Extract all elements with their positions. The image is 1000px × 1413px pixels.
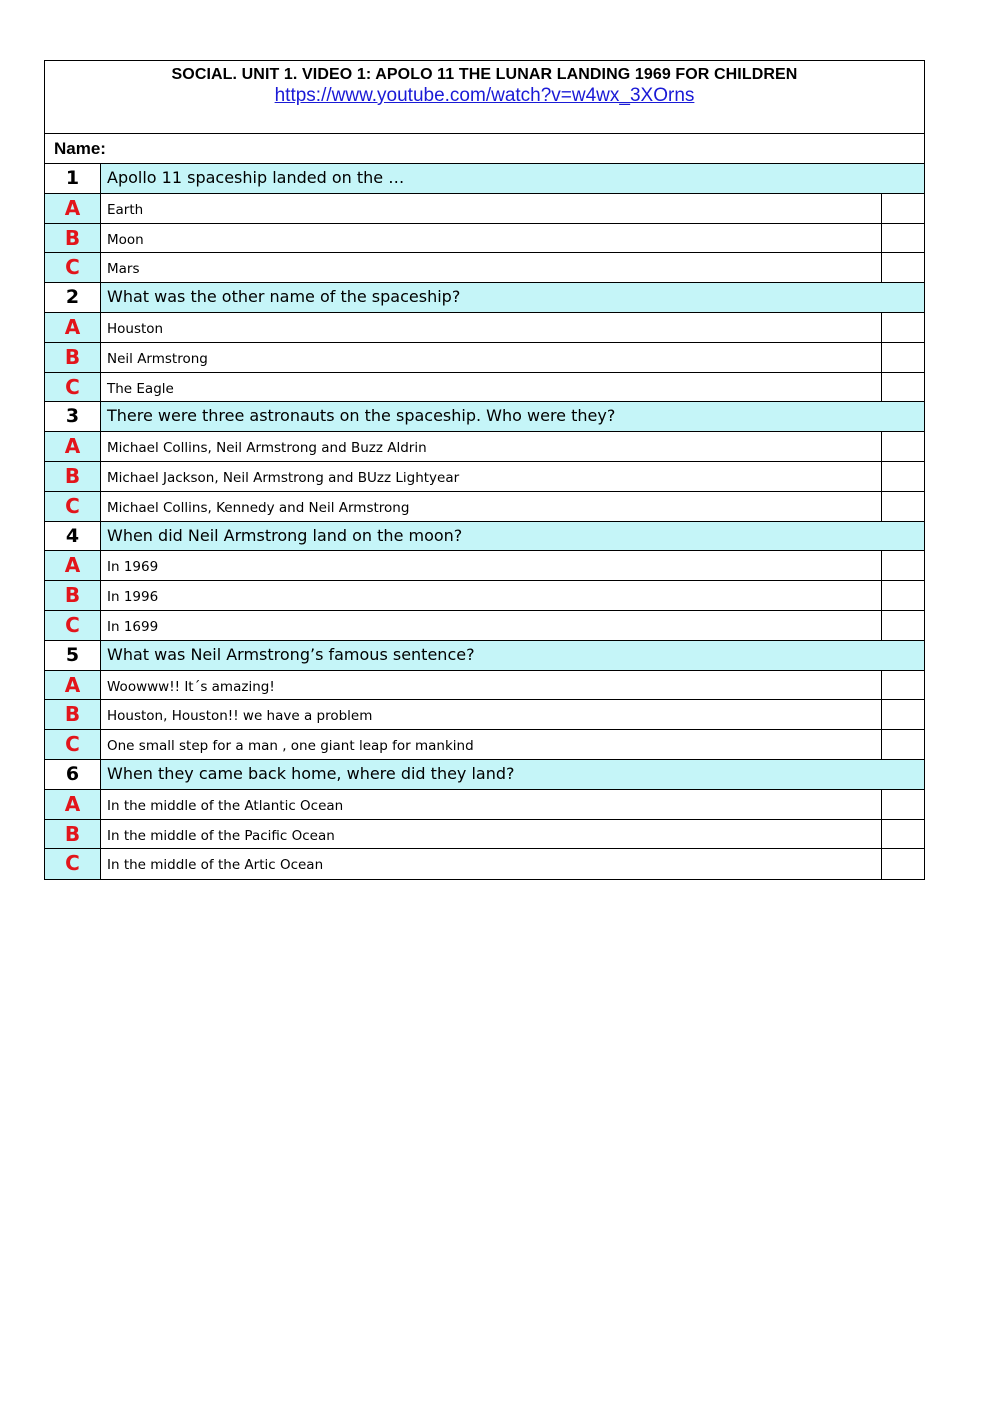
option-text: Houston bbox=[101, 313, 882, 342]
option-row bbox=[45, 343, 924, 373]
option-text: In the middle of the Atlantic Ocean bbox=[101, 790, 882, 819]
option-letter: B bbox=[45, 343, 101, 372]
worksheet-table bbox=[44, 60, 925, 880]
option-text: Woowww!! It´s amazing! bbox=[101, 671, 882, 700]
answer-checkbox[interactable] bbox=[882, 194, 924, 223]
option-row bbox=[45, 313, 924, 343]
option-row bbox=[45, 253, 924, 283]
question-number: 6 bbox=[45, 760, 101, 789]
option-text: Moon bbox=[101, 224, 882, 253]
option-text: Michael Jackson, Neil Armstrong and BUzz Lightyear bbox=[101, 462, 882, 491]
option-letter: C bbox=[45, 849, 101, 879]
question-row bbox=[45, 760, 924, 790]
option-letter: B bbox=[45, 581, 101, 610]
option-row bbox=[45, 224, 924, 254]
question-text: What was the other name of the spaceship? bbox=[101, 283, 924, 312]
answer-checkbox[interactable] bbox=[882, 462, 924, 491]
option-text: In 1996 bbox=[101, 581, 882, 610]
option-text: One small step for a man , one giant leap for mankind bbox=[101, 730, 882, 759]
option-row bbox=[45, 581, 924, 611]
answer-checkbox[interactable] bbox=[882, 700, 924, 729]
option-row bbox=[45, 492, 924, 522]
answer-checkbox[interactable] bbox=[882, 492, 924, 521]
question-text: Apollo 11 spaceship landed on the … bbox=[101, 164, 924, 193]
option-text: Michael Collins, Kennedy and Neil Armstrong bbox=[101, 492, 882, 521]
option-text: Houston, Houston!! we have a problem bbox=[101, 700, 882, 729]
option-row bbox=[45, 790, 924, 820]
option-letter: C bbox=[45, 730, 101, 759]
option-row bbox=[45, 373, 924, 403]
answer-checkbox[interactable] bbox=[882, 820, 924, 849]
answer-checkbox[interactable] bbox=[882, 790, 924, 819]
option-row bbox=[45, 462, 924, 492]
option-text: Earth bbox=[101, 194, 882, 223]
name-field[interactable]: Name: bbox=[45, 134, 924, 164]
question-row bbox=[45, 164, 924, 194]
answer-checkbox[interactable] bbox=[882, 343, 924, 372]
option-row bbox=[45, 849, 924, 879]
worksheet-title: SOCIAL. UNIT 1. VIDEO 1: APOLO 11 THE LUNAR LANDING 1969 FOR CHILDREN bbox=[171, 66, 798, 83]
question-number: 4 bbox=[45, 522, 101, 551]
question-text: What was Neil Armstrong’s famous sentence? bbox=[101, 641, 924, 670]
option-letter: B bbox=[45, 224, 101, 253]
question-row bbox=[45, 522, 924, 552]
answer-checkbox[interactable] bbox=[882, 730, 924, 759]
option-text: Mars bbox=[101, 253, 882, 282]
question-row bbox=[45, 283, 924, 313]
question-number: 3 bbox=[45, 402, 101, 431]
option-letter: B bbox=[45, 462, 101, 491]
option-text: In 1969 bbox=[101, 551, 882, 580]
option-row bbox=[45, 700, 924, 730]
option-row bbox=[45, 432, 924, 462]
worksheet-header bbox=[45, 61, 924, 134]
option-letter: C bbox=[45, 492, 101, 521]
question-text: There were three astronauts on the spaceship. Who were they? bbox=[101, 402, 924, 431]
option-text: In 1699 bbox=[101, 611, 882, 640]
answer-checkbox[interactable] bbox=[882, 671, 924, 700]
answer-checkbox[interactable] bbox=[882, 224, 924, 253]
question-row bbox=[45, 641, 924, 671]
option-letter: C bbox=[45, 373, 101, 402]
option-letter: B bbox=[45, 700, 101, 729]
option-text: In the middle of the Artic Ocean bbox=[101, 849, 882, 879]
option-row bbox=[45, 730, 924, 760]
option-letter: C bbox=[45, 611, 101, 640]
question-text: When did Neil Armstrong land on the moon? bbox=[101, 522, 924, 551]
question-text: When they came back home, where did they land? bbox=[101, 760, 924, 789]
option-letter: A bbox=[45, 194, 101, 223]
option-letter: A bbox=[45, 790, 101, 819]
option-row bbox=[45, 820, 924, 850]
option-row bbox=[45, 551, 924, 581]
option-text: Michael Collins, Neil Armstrong and Buzz Aldrin bbox=[101, 432, 882, 461]
question-number: 1 bbox=[45, 164, 101, 193]
question-number: 5 bbox=[45, 641, 101, 670]
option-row bbox=[45, 671, 924, 701]
option-letter: A bbox=[45, 551, 101, 580]
option-letter: B bbox=[45, 820, 101, 849]
answer-checkbox[interactable] bbox=[882, 581, 924, 610]
video-link[interactable]: https://www.youtube.com/watch?v=w4wx_3XOrns bbox=[274, 85, 695, 106]
answer-checkbox[interactable] bbox=[882, 611, 924, 640]
answer-checkbox[interactable] bbox=[882, 253, 924, 282]
option-letter: C bbox=[45, 253, 101, 282]
option-text: In the middle of the Pacific Ocean bbox=[101, 820, 882, 849]
question-list bbox=[45, 164, 924, 879]
answer-checkbox[interactable] bbox=[882, 432, 924, 461]
option-row bbox=[45, 194, 924, 224]
option-letter: A bbox=[45, 432, 101, 461]
answer-checkbox[interactable] bbox=[882, 373, 924, 402]
answer-checkbox[interactable] bbox=[882, 849, 924, 879]
option-text: Neil Armstrong bbox=[101, 343, 882, 372]
option-text: The Eagle bbox=[101, 373, 882, 402]
question-number: 2 bbox=[45, 283, 101, 312]
option-letter: A bbox=[45, 313, 101, 342]
answer-checkbox[interactable] bbox=[882, 313, 924, 342]
option-letter: A bbox=[45, 671, 101, 700]
question-row bbox=[45, 402, 924, 432]
option-row bbox=[45, 611, 924, 641]
answer-checkbox[interactable] bbox=[882, 551, 924, 580]
